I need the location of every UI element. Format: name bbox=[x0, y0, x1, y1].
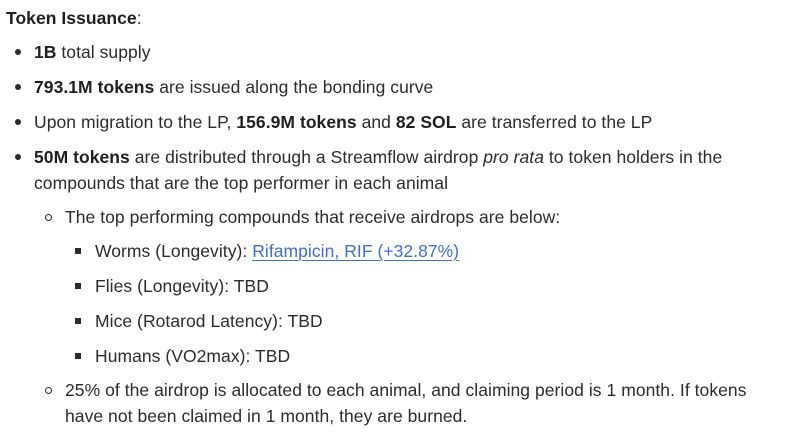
airdrop-text-2: to token holders in the bbox=[543, 147, 723, 167]
list-item-text bbox=[34, 109, 652, 135]
animal-value: TBD bbox=[287, 311, 323, 331]
sub-list-item-text-continued: have not been claimed in 1 month, they are burned. bbox=[65, 406, 468, 426]
bullet-square-icon bbox=[75, 283, 81, 289]
animal-value: TBD bbox=[233, 276, 269, 296]
sub-list-item-text: 25% of the airdrop is allocated to each animal, and claiming period is 1 month. If tokens bbox=[65, 380, 747, 400]
supply-text: total supply bbox=[56, 42, 151, 62]
animal-label: Flies (Longevity): bbox=[95, 276, 234, 296]
bullet-disc-icon bbox=[15, 154, 21, 160]
lp-sol-amount: 82 SOL bbox=[395, 112, 457, 132]
migration-post: are transferred to the LP bbox=[456, 112, 653, 132]
heading-colon: : bbox=[136, 8, 142, 28]
migration-pre: Upon migration to the LP, bbox=[34, 112, 237, 132]
bullet-disc-icon bbox=[15, 49, 21, 55]
compound-link[interactable]: Rifampicin, RIF (+32.87%) bbox=[252, 241, 460, 261]
supply-amount: 1B bbox=[34, 42, 57, 62]
bullet-square-icon bbox=[75, 248, 81, 254]
bonding-text: are issued along the bonding curve bbox=[154, 77, 434, 97]
animal-label: Worms (Longevity): bbox=[95, 241, 253, 261]
animal-item-text bbox=[95, 273, 269, 299]
airdrop-emphasis: pro rata bbox=[483, 147, 544, 167]
bullet-disc-icon bbox=[15, 84, 21, 90]
bullet-disc-icon bbox=[15, 119, 21, 125]
list-item-text bbox=[34, 144, 722, 170]
list-item-text-continued: compounds that are the top performer in each animal bbox=[34, 173, 449, 193]
airdrop-text-1: are distributed through a Streamflow airdrop bbox=[129, 147, 484, 167]
animal-item-text bbox=[95, 308, 323, 334]
bullet-circle-icon bbox=[45, 387, 52, 394]
list-item-text bbox=[34, 39, 151, 65]
heading-title: Token Issuance bbox=[6, 8, 137, 28]
bonding-amount: 793.1M tokens bbox=[34, 77, 155, 97]
lp-token-amount: 156.9M tokens bbox=[236, 112, 357, 132]
migration-mid: and bbox=[356, 112, 396, 132]
section-heading bbox=[6, 7, 142, 29]
animal-label: Mice (Rotarod Latency): bbox=[95, 311, 288, 331]
airdrop-amount: 50M tokens bbox=[34, 147, 130, 167]
animal-item-text bbox=[95, 238, 459, 264]
animal-label: Humans (VO2max): bbox=[95, 346, 256, 366]
sub-list-item-text: The top performing compounds that receive airdrops are below: bbox=[65, 207, 561, 227]
animal-value: TBD bbox=[255, 346, 291, 366]
bullet-circle-icon bbox=[45, 214, 52, 221]
bullet-square-icon bbox=[75, 353, 81, 359]
list-item-text bbox=[34, 74, 433, 100]
animal-item-text bbox=[95, 343, 290, 369]
bullet-square-icon bbox=[75, 318, 81, 324]
